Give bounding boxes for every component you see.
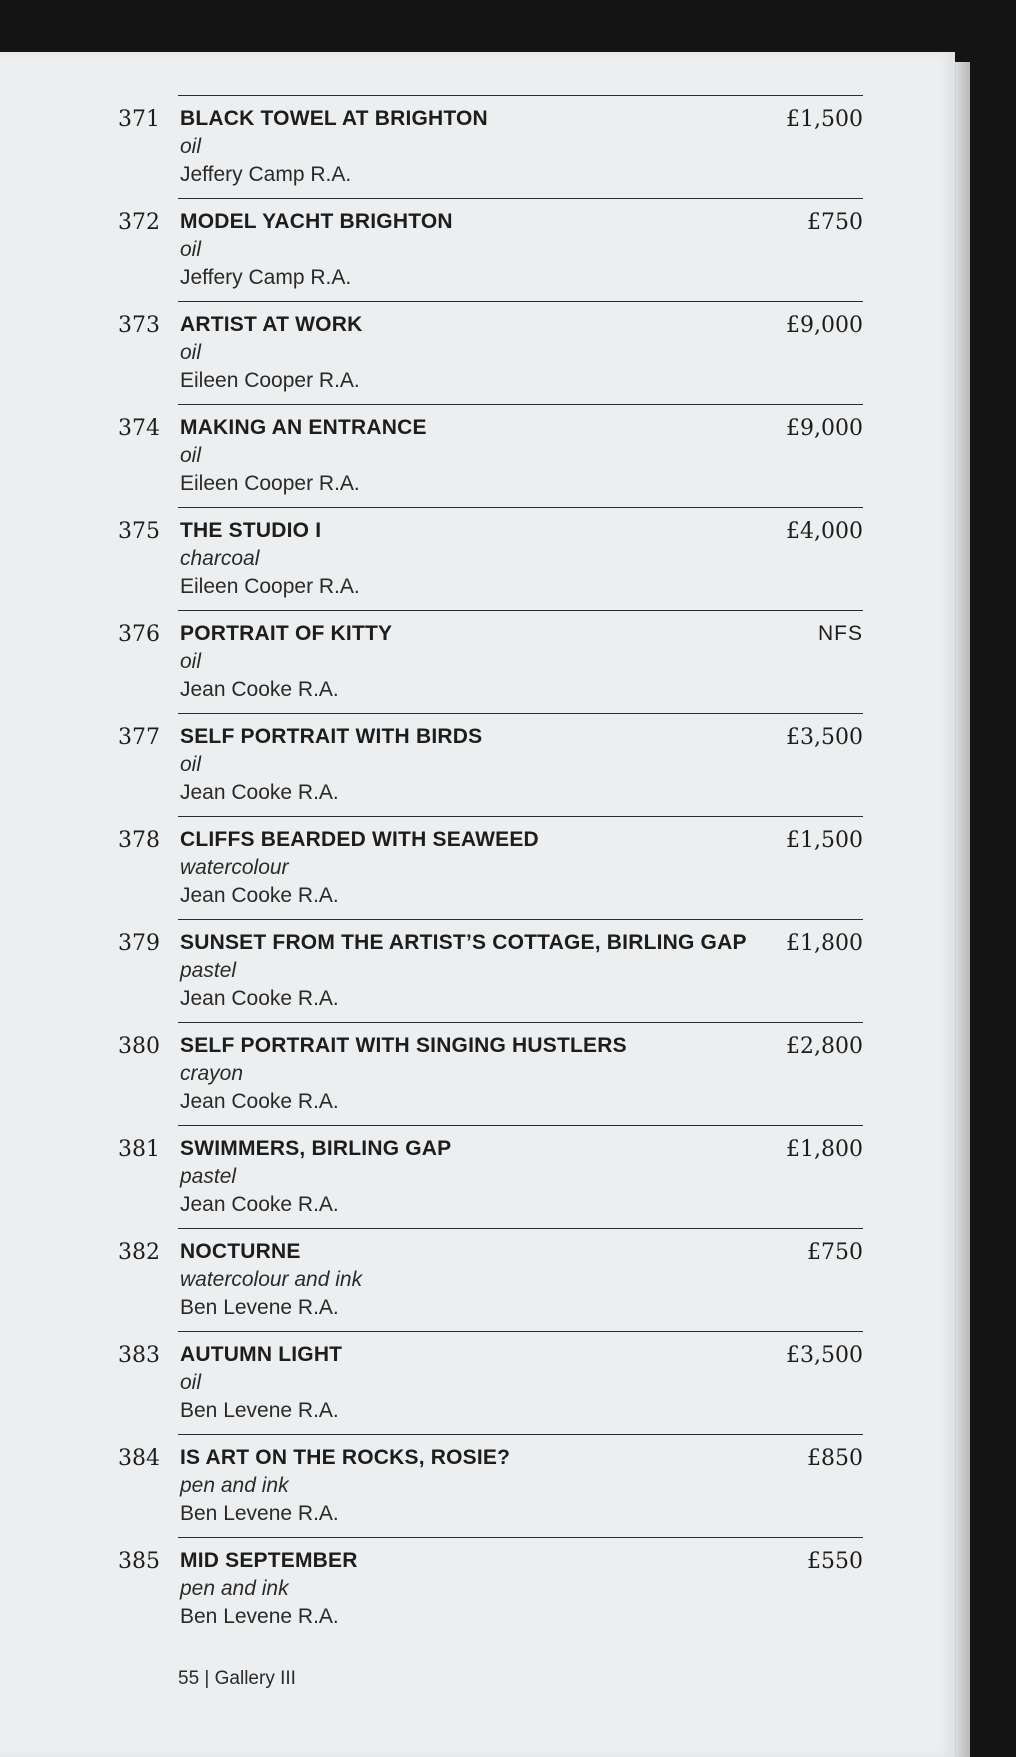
entry-number: 379: [118, 931, 160, 956]
entry-divider: [178, 919, 863, 920]
entry-number: 375: [118, 519, 160, 544]
entry-price: £750: [807, 210, 863, 235]
entry-artist: Jean Cooke R.A.: [180, 1193, 339, 1216]
catalogue-entry: [118, 1537, 863, 1640]
catalogue-entry: [118, 713, 863, 816]
entry-divider: [178, 816, 863, 817]
entry-price: NFS: [818, 622, 863, 645]
entry-title: SWIMMERS, BIRLING GAP: [180, 1137, 452, 1160]
entry-artist: Jean Cooke R.A.: [180, 1090, 339, 1113]
entry-artist: Jean Cooke R.A.: [180, 987, 339, 1010]
catalogue-entry: [118, 301, 863, 404]
entry-number: 372: [118, 210, 160, 235]
catalogue-entry: [118, 1228, 863, 1331]
entry-artist: Jeffery Camp R.A.: [180, 163, 352, 186]
entry-title: AUTUMN LIGHT: [180, 1343, 343, 1366]
entry-divider: [178, 1022, 863, 1023]
entry-divider: [178, 1228, 863, 1229]
footer-separator: |: [204, 1668, 210, 1689]
catalogue-entry: [118, 1434, 863, 1537]
entry-medium: pastel: [180, 959, 237, 982]
entry-medium: crayon: [180, 1062, 244, 1085]
entry-number: 382: [118, 1240, 160, 1265]
entry-divider: [178, 301, 863, 302]
entry-number: 380: [118, 1034, 160, 1059]
entry-title: MODEL YACHT BRIGHTON: [180, 210, 453, 233]
entry-price: £1,800: [786, 1137, 863, 1162]
entry-divider: [178, 713, 863, 714]
entry-title: IS ART ON THE ROCKS, ROSIE?: [180, 1446, 511, 1469]
entry-price: £1,800: [786, 931, 863, 956]
entry-price: £1,500: [786, 828, 863, 853]
entry-divider: [178, 1537, 863, 1538]
entry-price: £4,000: [786, 519, 863, 544]
catalogue-entry: [118, 1022, 863, 1125]
entry-artist: Ben Levene R.A.: [180, 1605, 339, 1628]
entry-divider: [178, 95, 863, 96]
entry-medium: oil: [180, 444, 202, 467]
entry-divider: [178, 404, 863, 405]
entry-artist: Eileen Cooper R.A.: [180, 472, 360, 495]
entry-artist: Ben Levene R.A.: [180, 1296, 339, 1319]
entry-title: MID SEPTEMBER: [180, 1549, 358, 1572]
entry-artist: Eileen Cooper R.A.: [180, 575, 360, 598]
catalogue-entry: [118, 919, 863, 1022]
entry-medium: charcoal: [180, 547, 260, 570]
entry-price: £3,500: [786, 725, 863, 750]
entry-artist: Jean Cooke R.A.: [180, 781, 339, 804]
entry-number: 377: [118, 725, 160, 750]
entry-artist: Ben Levene R.A.: [180, 1399, 339, 1422]
entry-title: MAKING AN ENTRANCE: [180, 416, 427, 439]
catalogue-entry: [118, 507, 863, 610]
entry-medium: pen and ink: [180, 1474, 289, 1497]
entry-title: SELF PORTRAIT WITH SINGING HUSTLERS: [180, 1034, 627, 1057]
entry-price: £1,500: [786, 107, 863, 132]
entry-divider: [178, 610, 863, 611]
entry-artist: Eileen Cooper R.A.: [180, 369, 360, 392]
entry-medium: pastel: [180, 1165, 237, 1188]
entry-title: SELF PORTRAIT WITH BIRDS: [180, 725, 483, 748]
entry-medium: oil: [180, 1371, 202, 1394]
entry-price: £850: [807, 1446, 863, 1471]
entry-number: 381: [118, 1137, 160, 1162]
entry-title: THE STUDIO I: [180, 519, 322, 542]
entry-number: 384: [118, 1446, 160, 1471]
catalogue-page: [0, 52, 955, 1757]
entry-divider: [178, 1434, 863, 1435]
entry-price: £750: [807, 1240, 863, 1265]
entry-title: ARTIST AT WORK: [180, 313, 363, 336]
entry-number: 378: [118, 828, 160, 853]
page-edge: [955, 62, 970, 1757]
entry-title: PORTRAIT OF KITTY: [180, 622, 393, 645]
catalogue-entry: [118, 610, 863, 713]
catalogue-entry: [118, 404, 863, 507]
entry-title: NOCTURNE: [180, 1240, 301, 1263]
entry-number: 383: [118, 1343, 160, 1368]
entry-divider: [178, 198, 863, 199]
entry-artist: Jeffery Camp R.A.: [180, 266, 352, 289]
entry-number: 376: [118, 622, 160, 647]
entry-price: £550: [807, 1549, 863, 1574]
page-number: 55: [178, 1668, 200, 1689]
entry-medium: watercolour and ink: [180, 1268, 363, 1291]
entry-number: 373: [118, 313, 160, 338]
entry-number: 371: [118, 107, 160, 132]
catalogue-entry: [118, 1125, 863, 1228]
catalogue-entry: [118, 95, 863, 198]
entry-artist: Jean Cooke R.A.: [180, 678, 339, 701]
entry-price: £3,500: [786, 1343, 863, 1368]
section-name: Gallery III: [214, 1668, 296, 1689]
entry-title: CLIFFS BEARDED WITH SEAWEED: [180, 828, 539, 851]
entry-medium: pen and ink: [180, 1577, 289, 1600]
entry-title: SUNSET FROM THE ARTIST’S COTTAGE, BIRLING GAP: [180, 931, 747, 954]
page-footer: [178, 1668, 296, 1690]
entry-number: 374: [118, 416, 160, 441]
entry-medium: oil: [180, 238, 202, 261]
entry-price: £9,000: [786, 416, 863, 441]
entry-title: BLACK TOWEL AT BRIGHTON: [180, 107, 488, 130]
entry-medium: oil: [180, 341, 202, 364]
entry-medium: oil: [180, 135, 202, 158]
entry-artist: Jean Cooke R.A.: [180, 884, 339, 907]
catalogue-entry: [118, 198, 863, 301]
catalogue-entry: [118, 816, 863, 919]
catalogue-entry: [118, 1331, 863, 1434]
entry-medium: oil: [180, 650, 202, 673]
entry-medium: oil: [180, 753, 202, 776]
entry-number: 385: [118, 1549, 160, 1574]
entry-price: £2,800: [786, 1034, 863, 1059]
entry-medium: watercolour: [180, 856, 289, 879]
entry-artist: Ben Levene R.A.: [180, 1502, 339, 1525]
entry-divider: [178, 1125, 863, 1126]
entry-divider: [178, 507, 863, 508]
entry-divider: [178, 1331, 863, 1332]
entry-price: £9,000: [786, 313, 863, 338]
